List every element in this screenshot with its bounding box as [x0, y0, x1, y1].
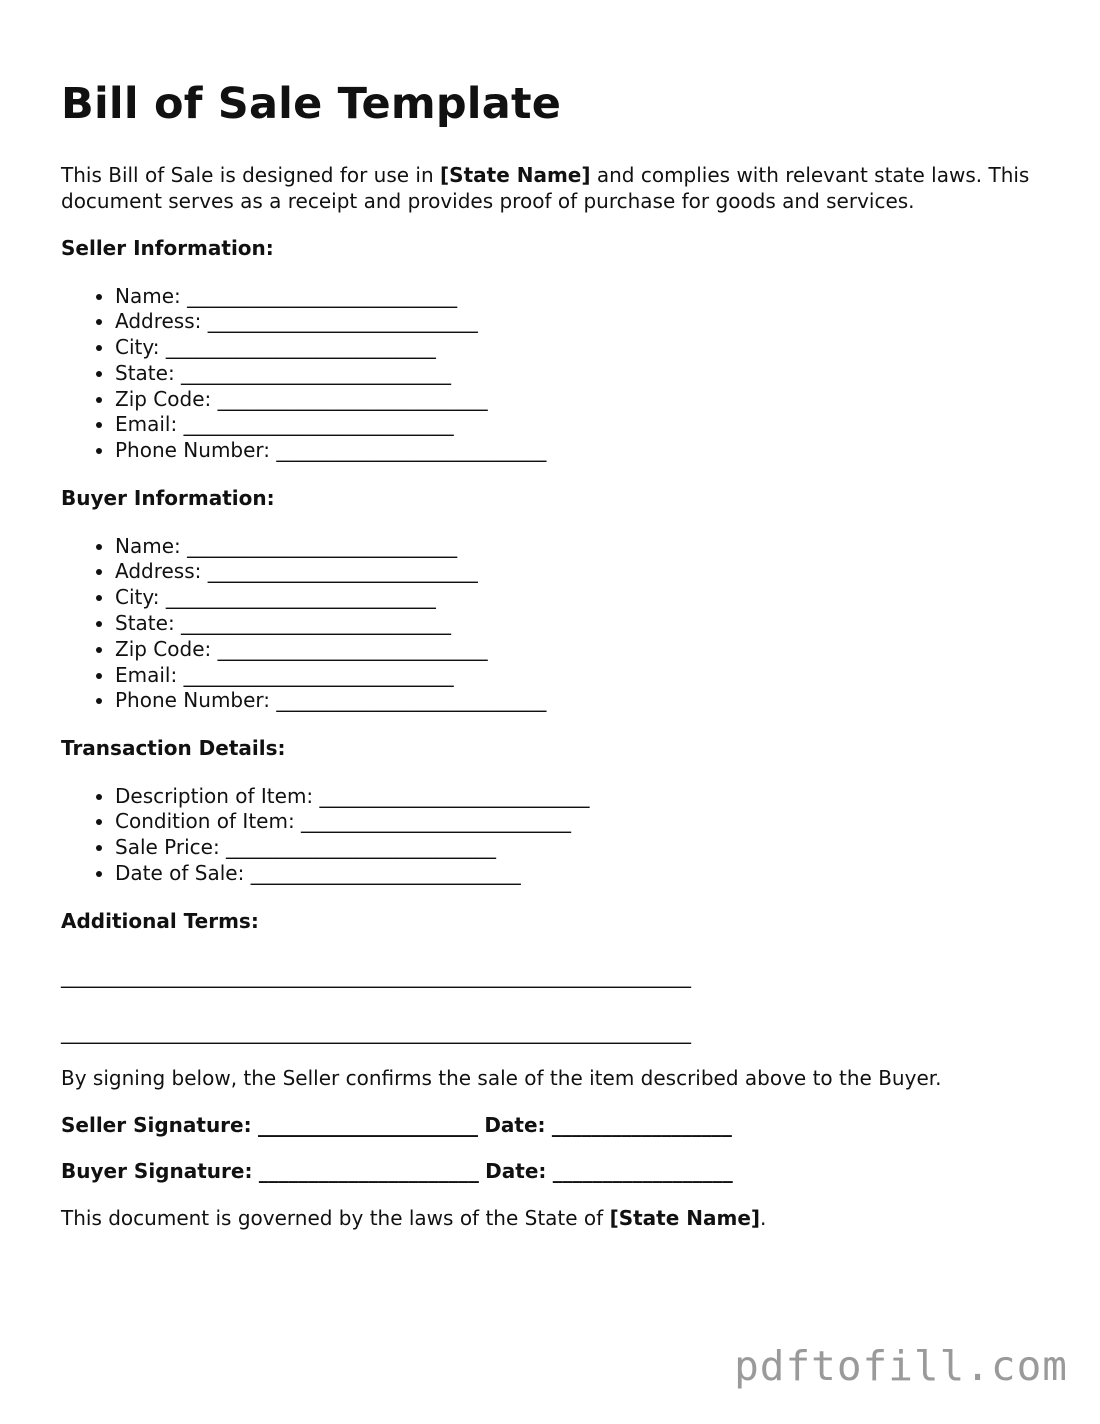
buyer-phone-field[interactable]: • Phone Number: ___________________________ [115, 688, 1041, 714]
document-title: Bill of Sale Template [61, 79, 562, 129]
seller-information-heading: Seller Information: [61, 236, 274, 260]
buyer-signature-row [61, 1159, 1041, 1185]
additional-terms-line[interactable]: _______________________________________________________________ [61, 964, 691, 989]
buyer-signature-field[interactable]: ______________________ [258, 1159, 479, 1184]
buyer-city-field[interactable]: • City: ___________________________ [115, 585, 1041, 611]
buyer-date-label: Date: [485, 1159, 547, 1184]
governing-text-end: . [760, 1205, 767, 1230]
seller-city-field[interactable]: • City: ___________________________ [115, 335, 1041, 361]
seller-signature-row [61, 1113, 1041, 1139]
additional-terms-line[interactable]: _______________________________________________________________ [61, 1019, 691, 1044]
seller-date-field[interactable]: __________________ [551, 1112, 732, 1137]
seller-signature-field[interactable]: ______________________ [257, 1112, 478, 1137]
seller-name-field[interactable]: • Name: ___________________________ [115, 284, 1041, 310]
buyer-address-field[interactable]: • Address: ___________________________ [115, 559, 1041, 585]
buyer-date-field[interactable]: __________________ [552, 1159, 733, 1184]
state-name-placeholder: [State Name] [440, 163, 591, 187]
governing-law-statement [61, 1206, 1041, 1232]
item-description-field[interactable]: • Description of Item: ___________________________ [115, 784, 1041, 810]
transaction-details-heading: Transaction Details: [61, 736, 286, 761]
seller-address-field[interactable]: • Address: ___________________________ [115, 309, 1041, 335]
seller-email-field[interactable]: • Email: ___________________________ [115, 412, 1041, 438]
seller-signature-label: Seller Signature: [61, 1112, 252, 1137]
buyer-fields-list [61, 534, 1041, 715]
seller-state-field[interactable]: • State: ___________________________ [115, 361, 1041, 387]
buyer-information-heading: Buyer Information: [61, 486, 275, 511]
governing-state-placeholder: [State Name] [609, 1205, 761, 1230]
transaction-fields-list [61, 784, 1041, 887]
item-condition-field[interactable]: • Condition of Item: ___________________________ [115, 809, 1041, 835]
confirmation-statement: By signing below, the Seller confirms the sale of the item described above to the Buyer. [61, 1066, 942, 1091]
watermark: pdftofill.com [734, 1342, 1068, 1390]
seller-fields-list [61, 284, 1041, 465]
intro-text-end: and complies with relevant state laws. This document serves as a receipt and provides proof of purchase for goods and services. [61, 163, 1030, 213]
signature-block [61, 1113, 1041, 1185]
governing-text-start: This document is governed by the laws of the State of [61, 1205, 610, 1230]
intro-paragraph [61, 163, 1041, 214]
buyer-name-field[interactable]: • Name: ___________________________ [115, 534, 1041, 560]
seller-phone-field[interactable]: • Phone Number: ___________________________ [115, 438, 1041, 464]
document-page [61, 78, 1041, 1231]
sale-date-field[interactable]: • Date of Sale: ___________________________ [115, 861, 1041, 887]
sale-price-field[interactable]: • Sale Price: ___________________________ [115, 835, 1041, 861]
buyer-email-field[interactable]: • Email: ___________________________ [115, 663, 1041, 689]
additional-terms-heading: Additional Terms: [61, 908, 259, 933]
buyer-zip-field[interactable]: • Zip Code: ___________________________ [115, 637, 1041, 663]
buyer-state-field[interactable]: • State: ___________________________ [115, 611, 1041, 637]
seller-zip-field[interactable]: • Zip Code: ___________________________ [115, 387, 1041, 413]
intro-text-start: This Bill of Sale is designed for use in [61, 163, 441, 187]
buyer-signature-label: Buyer Signature: [61, 1159, 253, 1184]
seller-date-label: Date: [484, 1112, 546, 1137]
